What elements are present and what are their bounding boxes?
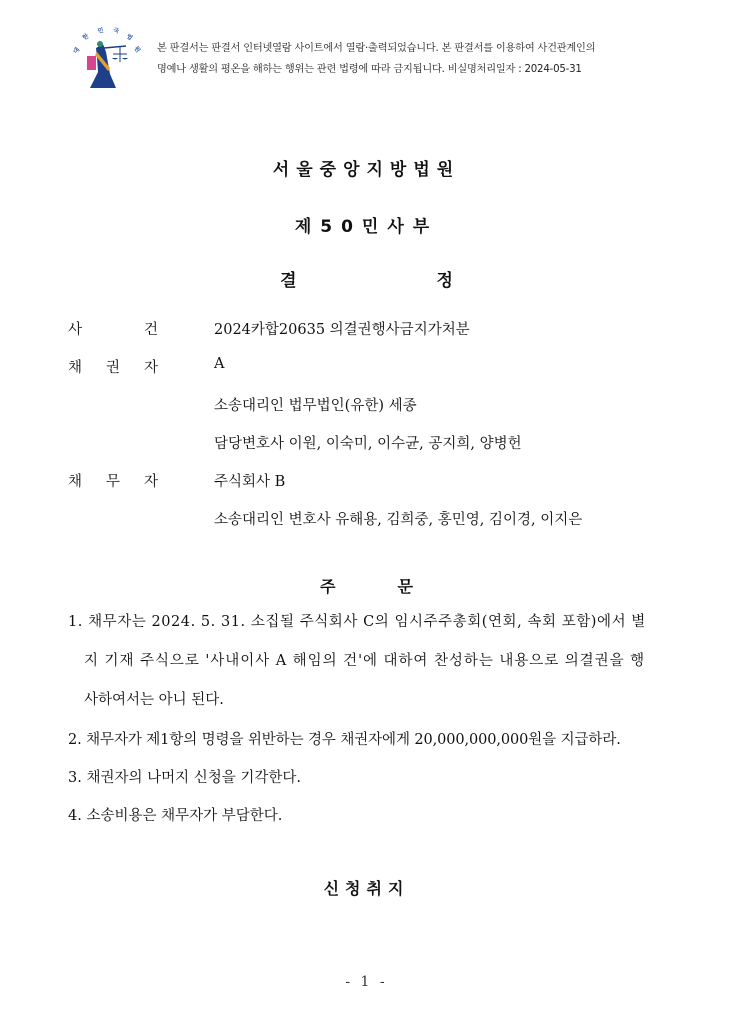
- doc-type-char: 결: [280, 271, 297, 291]
- debtor-name: 주식회사 B: [214, 474, 286, 490]
- creditor-lawyers: 담당변호사 이원, 이숙미, 이수균, 공지희, 양병헌: [214, 436, 522, 452]
- creditor-name: A: [214, 356, 225, 372]
- doc-type-char: 정: [436, 271, 453, 291]
- document-header: [0, 0, 733, 100]
- svg-text:국: 국: [112, 27, 120, 35]
- debtor-counsel: 소송대리인 변호사 유해용, 김희중, 홍민영, 김이경, 이지은: [214, 512, 583, 528]
- party-label: 채 권 자: [68, 360, 158, 376]
- svg-text:민: 민: [97, 27, 105, 35]
- notice-line-2: 명예나 생활의 평온을 해하는 행위는 관련 법령에 따라 금지됩니다. 비실명처리일자 : 2024-05-31: [157, 64, 582, 75]
- notice-line-1: 본 판결서는 판결서 인터넷열람 사이트에서 열람·출력되었습니다. 본 판결서를 이용하여 사건관계인의: [157, 43, 596, 54]
- case-number: 2024카합20635 의결권행사금지가처분: [214, 322, 470, 338]
- public-notice: [157, 38, 697, 80]
- application-purpose-title: 신청취지: [323, 879, 410, 898]
- creditor-counsel: 소송대리인 법무법인(유한) 세종: [214, 398, 417, 414]
- court-name: 서울중앙지방법원: [272, 160, 461, 180]
- order-section-title: 주 문: [320, 577, 413, 596]
- page-number: - 1 -: [345, 974, 388, 990]
- document-type: [0, 266, 733, 291]
- svg-text:법: 법: [124, 32, 134, 42]
- svg-text:대: 대: [72, 46, 82, 56]
- party-label: 채 무 자: [68, 474, 158, 490]
- division-name: 제50민사부: [294, 217, 439, 237]
- svg-text:원: 원: [132, 45, 142, 54]
- svg-text:한: 한: [81, 32, 91, 42]
- party-label: 사 건: [68, 322, 158, 338]
- court-seal-logo-icon: [70, 22, 150, 92]
